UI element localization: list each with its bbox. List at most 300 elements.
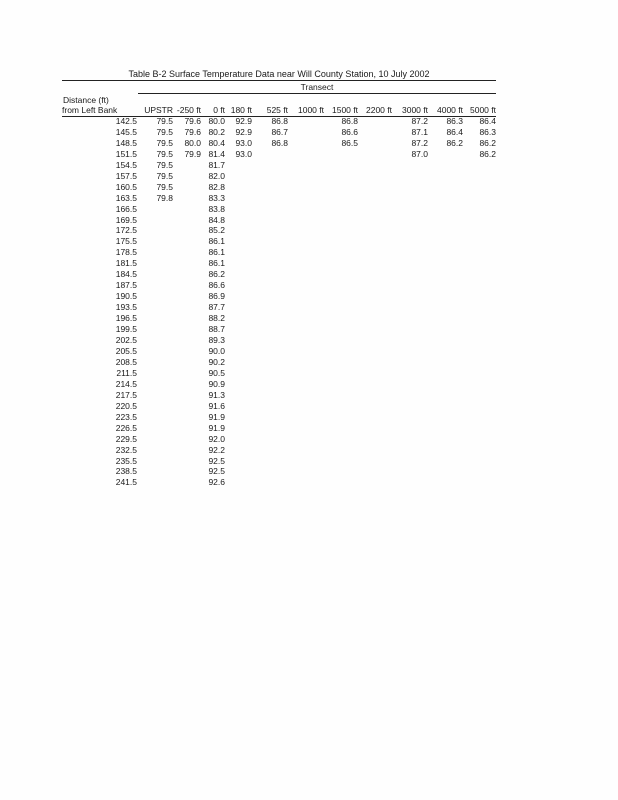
temperature-cell <box>463 269 496 280</box>
temperature-cell <box>358 291 392 302</box>
temperature-cell <box>225 324 252 335</box>
temperature-cell <box>173 423 201 434</box>
temperature-cell <box>428 368 463 379</box>
temperature-cell <box>324 291 358 302</box>
temperature-cell <box>137 247 173 258</box>
temperature-cell: 86.6 <box>208 280 225 291</box>
temperature-cell: 86.2 <box>479 137 496 148</box>
temperature-cell <box>173 445 201 456</box>
temperature-cell <box>173 346 201 357</box>
temperature-cell <box>288 368 324 379</box>
temperature-cell <box>173 368 201 379</box>
distance-cell: 151.5 <box>115 148 137 159</box>
distance-cell: 226.5 <box>115 422 137 433</box>
temperature-cell: 79.9 <box>184 148 201 159</box>
temperature-cell <box>463 445 496 456</box>
temperature-cell <box>358 258 392 269</box>
temperature-cell <box>137 269 173 280</box>
temperature-cell <box>392 390 428 401</box>
temperature-cell <box>225 247 252 258</box>
temperature-cell <box>358 116 392 127</box>
temperature-cell: 82.0 <box>208 170 225 181</box>
temperature-cell <box>252 379 288 390</box>
temperature-cell <box>288 182 324 193</box>
temperature-cell <box>392 247 428 258</box>
temperature-cell: 80.0 <box>208 115 225 126</box>
distance-cell: 181.5 <box>115 258 137 269</box>
temperature-cell: 79.5 <box>156 181 173 192</box>
temperature-cell <box>428 302 463 313</box>
temperature-cell <box>324 236 358 247</box>
temperature-cell <box>225 225 252 236</box>
temperature-cell <box>173 269 201 280</box>
temperature-cell <box>225 335 252 346</box>
column-header: 4000 ft <box>437 105 463 115</box>
temperature-cell <box>392 379 428 390</box>
temperature-cell <box>225 412 252 423</box>
temperature-cell <box>288 225 324 236</box>
temperature-cell: 86.3 <box>479 126 496 137</box>
temperature-cell: 86.8 <box>271 115 288 126</box>
table-row <box>62 215 496 226</box>
temperature-cell: 79.5 <box>156 137 173 148</box>
temperature-cell <box>428 291 463 302</box>
temperature-cell <box>288 477 324 488</box>
temperature-cell <box>324 477 358 488</box>
temperature-cell <box>463 390 496 401</box>
temperature-cell <box>428 456 463 467</box>
temperature-cell <box>288 412 324 423</box>
temperature-cell <box>137 412 173 423</box>
temperature-cell <box>428 236 463 247</box>
temperature-cell <box>173 247 201 258</box>
temperature-cell <box>288 302 324 313</box>
temperature-cell <box>428 280 463 291</box>
temperature-cell <box>252 434 288 445</box>
temperature-cell <box>428 193 463 204</box>
temperature-cell <box>358 412 392 423</box>
temperature-cell <box>137 204 173 215</box>
temperature-cell <box>392 477 428 488</box>
temperature-cell <box>288 346 324 357</box>
temperature-cell <box>463 291 496 302</box>
temperature-cell <box>324 225 358 236</box>
temperature-cell: 86.4 <box>479 115 496 126</box>
temperature-cell <box>252 445 288 456</box>
temperature-cell: 92.5 <box>208 455 225 466</box>
table-row <box>62 423 496 434</box>
temperature-cell <box>173 280 201 291</box>
temperature-cell <box>252 423 288 434</box>
temperature-cell <box>324 313 358 324</box>
temperature-cell <box>358 127 392 138</box>
temperature-cell <box>463 193 496 204</box>
temperature-cell <box>137 324 173 335</box>
temperature-cell <box>392 269 428 280</box>
temperature-cell: 92.9 <box>235 126 252 137</box>
temperature-cell: 87.0 <box>411 148 428 159</box>
temperature-cell <box>358 236 392 247</box>
column-header: 3000 ft <box>402 105 428 115</box>
temperature-cell <box>288 247 324 258</box>
temperature-cell <box>428 434 463 445</box>
temperature-cell <box>173 182 201 193</box>
temperature-cell <box>428 477 463 488</box>
distance-cell: 241.5 <box>115 477 137 488</box>
temperature-cell <box>358 346 392 357</box>
temperature-cell <box>463 313 496 324</box>
table-row <box>62 225 496 236</box>
distance-cell: 199.5 <box>115 324 137 335</box>
temperature-cell <box>463 247 496 258</box>
temperature-cell <box>324 193 358 204</box>
temperature-cell <box>392 204 428 215</box>
temperature-cell <box>392 215 428 226</box>
header-bottom-rule <box>62 116 496 117</box>
temperature-cell <box>358 445 392 456</box>
temperature-cell <box>324 269 358 280</box>
temperature-cell <box>173 291 201 302</box>
temperature-cell: 82.8 <box>208 181 225 192</box>
temperature-cell: 91.9 <box>208 411 225 422</box>
temperature-cell <box>324 149 358 160</box>
distance-cell: 211.5 <box>116 367 137 378</box>
column-header: 0 ft <box>213 105 225 115</box>
temperature-cell: 86.1 <box>208 236 225 247</box>
temperature-cell: 93.0 <box>235 148 252 159</box>
temperature-cell: 79.6 <box>184 126 201 137</box>
temperature-cell <box>428 225 463 236</box>
temperature-cell <box>358 247 392 258</box>
temperature-cell <box>324 204 358 215</box>
temperature-cell <box>428 445 463 456</box>
temperature-cell <box>392 357 428 368</box>
temperature-cell <box>252 346 288 357</box>
temperature-cell <box>288 193 324 204</box>
column-header: 180 ft <box>230 105 252 115</box>
distance-cell: 169.5 <box>115 214 137 225</box>
temperature-cell <box>225 313 252 324</box>
temperature-cell <box>225 269 252 280</box>
temperature-cell <box>358 466 392 477</box>
temperature-cell <box>392 280 428 291</box>
temperature-cell: 79.6 <box>184 115 201 126</box>
temperature-cell: 79.5 <box>156 170 173 181</box>
column-header: 1000 ft <box>298 105 324 115</box>
temperature-cell <box>252 477 288 488</box>
temperature-cell <box>392 423 428 434</box>
temperature-cell <box>463 423 496 434</box>
temperature-cell <box>428 357 463 368</box>
table-row <box>62 171 496 182</box>
table-row <box>62 269 496 280</box>
temperature-cell <box>252 269 288 280</box>
temperature-cell <box>225 434 252 445</box>
temperature-cell <box>358 335 392 346</box>
temperature-cell: 88.7 <box>208 324 225 335</box>
temperature-cell <box>252 236 288 247</box>
temperature-cell <box>288 204 324 215</box>
temperature-cell: 86.5 <box>341 137 358 148</box>
temperature-cell <box>324 390 358 401</box>
temperature-cell <box>225 215 252 226</box>
temperature-cell: 90.9 <box>208 378 225 389</box>
temperature-cell <box>225 477 252 488</box>
distance-cell: 148.5 <box>115 137 137 148</box>
temperature-cell <box>358 401 392 412</box>
temperature-cell <box>137 477 173 488</box>
distance-cell: 187.5 <box>115 280 137 291</box>
table-top-rule <box>62 80 496 81</box>
temperature-cell: 91.9 <box>208 422 225 433</box>
table-row <box>62 390 496 401</box>
temperature-cell <box>324 160 358 171</box>
temperature-cell <box>288 116 324 127</box>
temperature-cell <box>358 215 392 226</box>
temperature-cell <box>358 477 392 488</box>
temperature-cell <box>225 390 252 401</box>
temperature-cell <box>324 215 358 226</box>
temperature-cell <box>252 280 288 291</box>
temperature-cell <box>288 236 324 247</box>
temperature-cell <box>428 466 463 477</box>
temperature-cell <box>173 171 201 182</box>
temperature-cell <box>428 390 463 401</box>
table-row <box>62 346 496 357</box>
temperature-cell <box>288 335 324 346</box>
transect-rule <box>138 93 496 94</box>
temperature-cell <box>463 280 496 291</box>
temperature-cell <box>225 466 252 477</box>
table-row <box>62 324 496 335</box>
temperature-cell <box>288 379 324 390</box>
temperature-cell <box>137 368 173 379</box>
temperature-cell <box>173 401 201 412</box>
temperature-cell <box>288 171 324 182</box>
distance-cell: 208.5 <box>115 356 137 367</box>
temperature-cell <box>324 456 358 467</box>
temperature-cell <box>173 456 201 467</box>
table-row <box>62 313 496 324</box>
temperature-cell: 85.2 <box>208 225 225 236</box>
distance-cell: 163.5 <box>115 192 137 203</box>
temperature-cell: 86.8 <box>271 137 288 148</box>
temperature-cell <box>137 346 173 357</box>
distance-cell: 175.5 <box>115 236 137 247</box>
temperature-cell: 86.1 <box>208 258 225 269</box>
temperature-cell <box>358 302 392 313</box>
temperature-cell: 86.3 <box>446 115 463 126</box>
table-row <box>62 138 496 149</box>
temperature-cell <box>324 423 358 434</box>
temperature-cell <box>225 258 252 269</box>
temperature-cell <box>225 445 252 456</box>
temperature-cell <box>173 313 201 324</box>
temperature-cell <box>252 247 288 258</box>
temperature-table <box>62 105 496 488</box>
temperature-cell: 79.5 <box>156 159 173 170</box>
temperature-cell <box>463 434 496 445</box>
temperature-cell <box>324 445 358 456</box>
temperature-cell <box>324 324 358 335</box>
temperature-cell <box>428 423 463 434</box>
table-row <box>62 466 496 477</box>
distance-cell: 238.5 <box>115 466 137 477</box>
temperature-cell <box>392 412 428 423</box>
temperature-cell <box>225 379 252 390</box>
temperature-cell <box>324 434 358 445</box>
temperature-cell <box>137 401 173 412</box>
table-row <box>62 193 496 204</box>
temperature-cell <box>252 313 288 324</box>
temperature-cell <box>428 160 463 171</box>
temperature-cell <box>252 291 288 302</box>
temperature-cell <box>463 258 496 269</box>
temperature-cell <box>137 291 173 302</box>
temperature-cell <box>358 357 392 368</box>
table-row <box>62 477 496 488</box>
temperature-cell: 86.2 <box>446 137 463 148</box>
temperature-cell <box>225 423 252 434</box>
table-row <box>62 401 496 412</box>
temperature-cell <box>252 225 288 236</box>
distance-cell: 205.5 <box>115 345 137 356</box>
distance-cell: 142.5 <box>115 115 137 126</box>
temperature-cell <box>392 182 428 193</box>
temperature-cell <box>252 302 288 313</box>
temperature-cell <box>137 280 173 291</box>
table-row <box>62 357 496 368</box>
temperature-cell: 80.4 <box>208 137 225 148</box>
temperature-cell <box>324 171 358 182</box>
temperature-cell <box>225 236 252 247</box>
temperature-cell <box>173 258 201 269</box>
temperature-cell <box>137 225 173 236</box>
temperature-cell: 92.9 <box>235 115 252 126</box>
temperature-cell <box>392 324 428 335</box>
distance-cell: 235.5 <box>115 455 137 466</box>
temperature-cell <box>428 149 463 160</box>
temperature-cell <box>225 291 252 302</box>
temperature-cell <box>463 368 496 379</box>
column-header: 1500 ft <box>332 105 358 115</box>
temperature-cell <box>463 302 496 313</box>
temperature-cell <box>392 160 428 171</box>
temperature-cell <box>392 346 428 357</box>
temperature-cell <box>137 302 173 313</box>
column-header: 525 ft <box>266 105 288 115</box>
temperature-cell <box>173 236 201 247</box>
temperature-cell <box>225 204 252 215</box>
table-row <box>62 456 496 467</box>
temperature-cell <box>392 291 428 302</box>
table-row <box>62 379 496 390</box>
temperature-cell <box>225 357 252 368</box>
temperature-cell <box>252 324 288 335</box>
temperature-cell <box>358 149 392 160</box>
temperature-cell <box>428 171 463 182</box>
temperature-cell <box>137 434 173 445</box>
temperature-cell <box>358 280 392 291</box>
temperature-cell <box>173 225 201 236</box>
table-row <box>62 302 496 313</box>
temperature-cell <box>225 160 252 171</box>
temperature-cell <box>358 193 392 204</box>
temperature-cell <box>324 466 358 477</box>
temperature-cell <box>463 477 496 488</box>
temperature-cell <box>137 258 173 269</box>
temperature-cell <box>252 182 288 193</box>
temperature-cell <box>392 434 428 445</box>
temperature-cell <box>463 357 496 368</box>
temperature-cell <box>463 346 496 357</box>
distance-cell: 196.5 <box>115 313 137 324</box>
column-header-row <box>62 105 496 116</box>
temperature-cell <box>137 215 173 226</box>
temperature-cell <box>137 466 173 477</box>
temperature-cell <box>463 379 496 390</box>
temperature-cell <box>225 171 252 182</box>
temperature-cell <box>173 204 201 215</box>
temperature-cell <box>463 182 496 193</box>
temperature-cell <box>252 412 288 423</box>
temperature-cell <box>137 423 173 434</box>
temperature-cell: 92.5 <box>208 466 225 477</box>
temperature-cell <box>252 149 288 160</box>
temperature-cell: 81.7 <box>208 159 225 170</box>
temperature-cell <box>288 215 324 226</box>
temperature-cell <box>137 313 173 324</box>
distance-cell: 220.5 <box>115 400 137 411</box>
distance-cell: 184.5 <box>115 269 137 280</box>
temperature-cell <box>428 258 463 269</box>
distance-cell: 190.5 <box>115 291 137 302</box>
temperature-cell <box>392 456 428 467</box>
temperature-cell: 79.5 <box>156 148 173 159</box>
table-row <box>62 160 496 171</box>
temperature-cell <box>392 335 428 346</box>
distance-cell: 202.5 <box>115 335 137 346</box>
temperature-cell <box>137 390 173 401</box>
table-row <box>62 291 496 302</box>
transect-group-header: Transect <box>300 82 334 92</box>
temperature-cell: 89.3 <box>208 335 225 346</box>
temperature-cell <box>288 138 324 149</box>
temperature-cell: 79.5 <box>156 115 173 126</box>
distance-cell: 154.5 <box>115 159 137 170</box>
temperature-cell <box>463 401 496 412</box>
temperature-cell <box>324 368 358 379</box>
temperature-cell: 88.2 <box>208 313 225 324</box>
temperature-cell <box>428 324 463 335</box>
temperature-cell <box>428 269 463 280</box>
temperature-cell <box>173 466 201 477</box>
temperature-cell: 86.4 <box>446 126 463 137</box>
temperature-cell: 86.7 <box>271 126 288 137</box>
temperature-cell <box>288 280 324 291</box>
temperature-cell <box>428 247 463 258</box>
temperature-cell <box>428 204 463 215</box>
temperature-cell <box>463 204 496 215</box>
distance-cell: 214.5 <box>115 378 137 389</box>
table-row <box>62 149 496 160</box>
temperature-cell <box>252 171 288 182</box>
temperature-cell <box>173 215 201 226</box>
temperature-cell <box>252 160 288 171</box>
temperature-cell: 91.6 <box>208 400 225 411</box>
distance-header-line1: Distance (ft) <box>63 95 109 105</box>
temperature-cell <box>173 335 201 346</box>
